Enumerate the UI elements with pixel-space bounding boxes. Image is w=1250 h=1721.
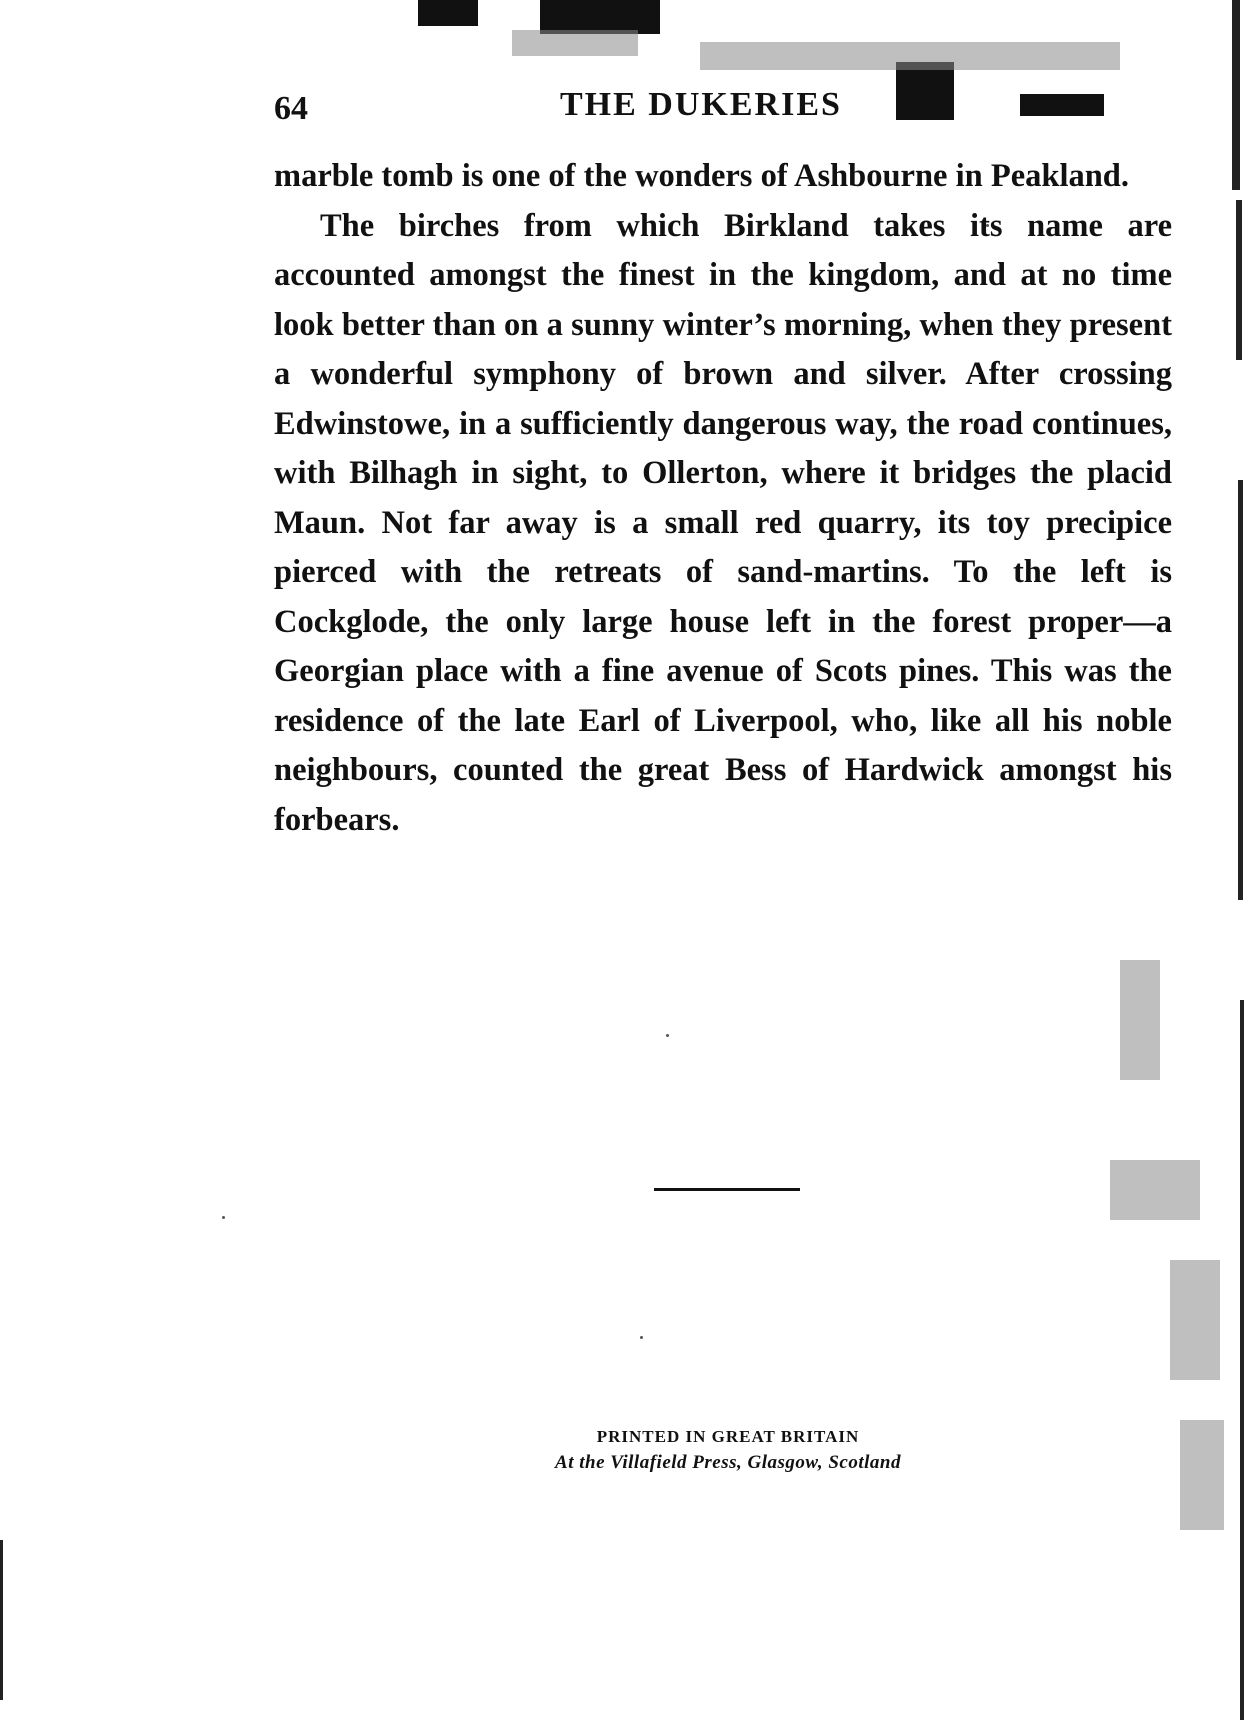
- scan-blot-top-1: [418, 0, 478, 26]
- running-header: [274, 86, 1172, 136]
- page-edge-right-4: [1240, 1000, 1244, 1720]
- paragraph-continuation: marble tomb is one of the wonders of Ashbourne in Peakland.: [274, 158, 1129, 194]
- imprint-country: PRINTED IN GREAT BRITAIN: [596, 1427, 860, 1446]
- page-number: 64: [274, 90, 308, 127]
- printer-imprint: [474, 1424, 982, 1476]
- body-text: [274, 152, 1172, 845]
- imprint-press: At the Villafield Press, Glasgow, Scotland: [555, 1452, 901, 1473]
- scan-speck: [640, 1336, 643, 1339]
- scan-smudge-top-1: [512, 30, 638, 56]
- paragraph-birkland: The birches from which Birkland takes its name are accounted amongst the finest in the kingdom, and at no time look better than on a sunny winter’s morning, when they present a wonderful symphony of brown and silver. After crossing Edwinstowe, in a sufficiently dangerous way, the road continues, with Bilhagh in sight, to Ollerton, where it bridges the placid Maun. Not far away is a small red quarry, its toy precipice pierced with the retreats of sand-martins. To the left is Cockglode, the only large house left in the forest proper—a Georgian place with a fine avenue of Scots pines. This was the residence of the late Earl of Liverpool, who, like all his noble neighbours, counted the great Bess of Hardwick amongst his forbears.: [274, 207, 1172, 838]
- running-title: THE DUKERIES: [560, 86, 842, 123]
- scan-smudge-right-4: [1180, 1420, 1224, 1530]
- page-edge-left: [0, 1540, 3, 1700]
- scan-blot-top-2: [540, 0, 660, 34]
- scan-speck: [222, 1216, 225, 1219]
- scan-smudge-right-3: [1170, 1260, 1220, 1380]
- scan-speck: [666, 1034, 669, 1037]
- scan-smudge-right-1: [1120, 960, 1160, 1080]
- page-edge-right-3: [1238, 480, 1243, 900]
- end-rule: [654, 1188, 800, 1191]
- scan-smudge-header: [700, 42, 1120, 70]
- page-edge-right-1: [1232, 0, 1240, 190]
- page-edge-right-2: [1236, 200, 1242, 360]
- scan-smudge-right-2: [1110, 1160, 1200, 1220]
